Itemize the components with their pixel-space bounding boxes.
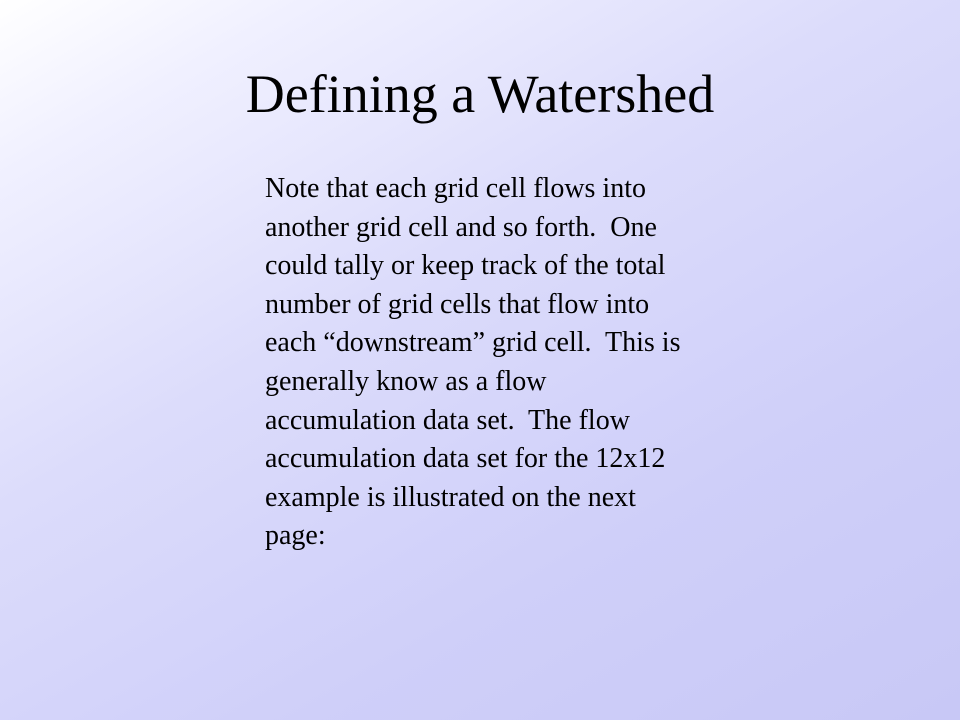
slide-title: Defining a Watershed <box>245 64 715 124</box>
body-line: accumulation data set. The flow <box>265 404 630 436</box>
body-line: example is illustrated on the next <box>265 481 636 513</box>
body-line: Note that each grid cell flows into <box>265 173 646 204</box>
body-line: another grid cell and so forth. One <box>265 211 657 243</box>
body-line: accumulation data set for the 12x12 <box>265 443 666 475</box>
body-line: generally know as a flow <box>265 365 547 397</box>
body-line: number of grid cells that flow into <box>265 288 650 320</box>
body-line: could tally or keep track of the total <box>265 250 666 282</box>
body-line: page: <box>265 520 326 552</box>
body-line: each “downstream” grid cell. This is <box>265 327 681 359</box>
slide-body-text <box>265 170 785 556</box>
